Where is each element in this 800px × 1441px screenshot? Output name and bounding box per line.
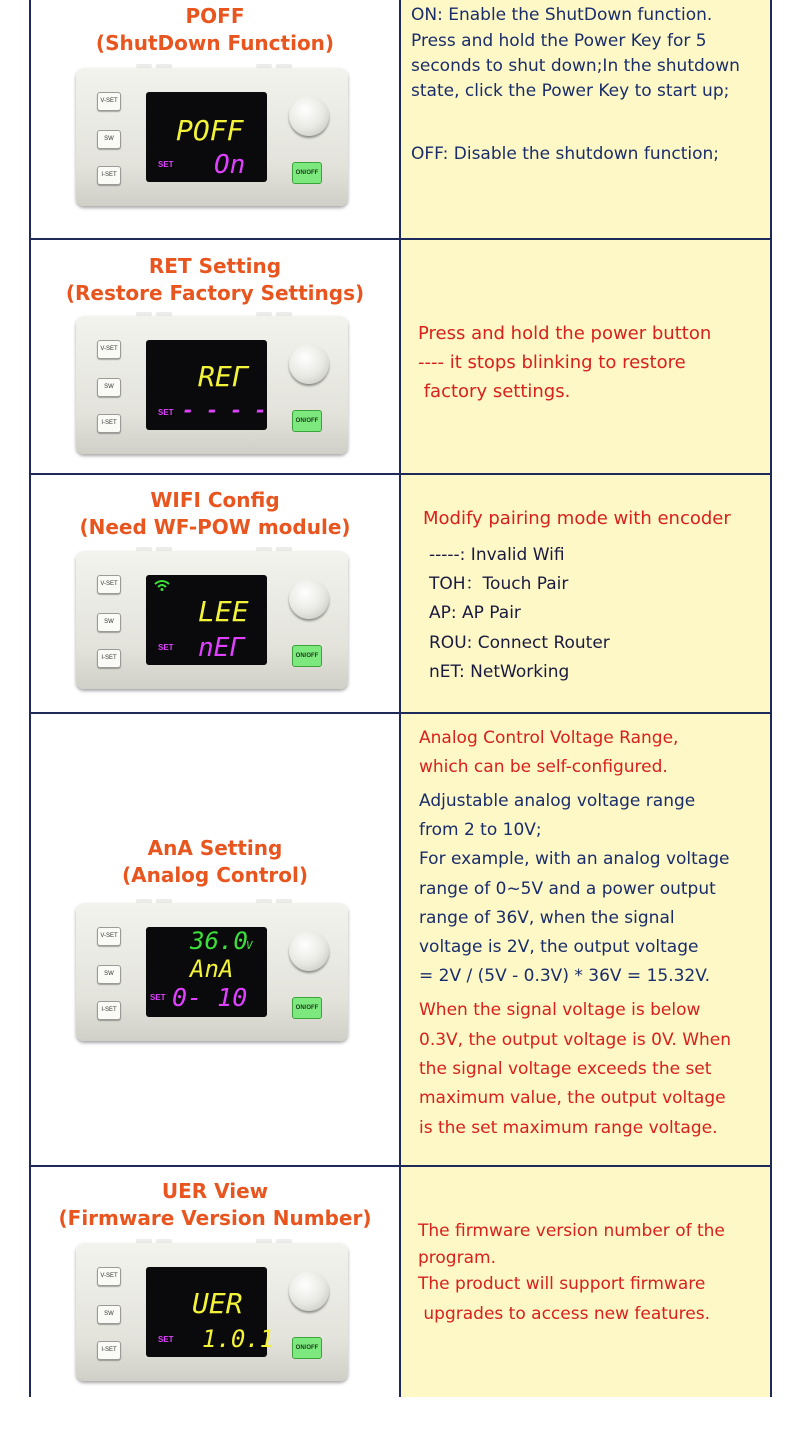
set-label: SET: [150, 993, 166, 1002]
screen-line-2: On: [214, 150, 246, 180]
description-line: OFF: Disable the shutdown function;: [411, 144, 720, 164]
set-label: SET: [158, 408, 174, 417]
row-poff-image-cell: [31, 0, 399, 238]
description-line: TOH：Touch Pair: [429, 574, 569, 594]
set-label: SET: [158, 1335, 174, 1344]
description-line: The firmware version number of the: [418, 1221, 725, 1241]
sw-button: SW: [97, 1305, 121, 1324]
v-set-button: V-SET: [97, 575, 121, 594]
row-ana-image-cell: [31, 714, 399, 1165]
screen-line-2: nEΓ: [198, 633, 245, 663]
set-label: SET: [158, 643, 174, 652]
screen-line-1: POFF: [176, 114, 244, 147]
device-screen: [146, 340, 267, 430]
row-subtitle: (ShutDown Function): [95, 31, 335, 55]
device-screen: [146, 1267, 275, 1357]
screen-line-2: - - - -: [182, 398, 267, 422]
screen-line-2: 0- 10: [172, 983, 248, 1012]
sw-button: SW: [97, 378, 121, 397]
v-set-button: V-SET: [97, 927, 121, 946]
i-set-button: I-SET: [97, 649, 121, 668]
description-line: ROU: Connect Router: [429, 633, 610, 653]
device-illustration: [76, 312, 348, 454]
description-line: AP: AP Pair: [429, 603, 521, 623]
screen-line-2: 1.0.1: [202, 1325, 275, 1353]
row-wifi-image-cell: [31, 475, 399, 712]
device-screen: [146, 575, 267, 665]
row-poff-text-cell: [399, 0, 770, 238]
encoder-knob: [289, 931, 329, 971]
on-off-button: ON/OFF: [292, 1337, 322, 1359]
i-set-button: I-SET: [97, 1001, 121, 1020]
sw-button: SW: [97, 130, 121, 149]
row-wifi: [31, 475, 770, 714]
description-line: nET: NetWorking: [429, 662, 570, 682]
row-title: WIFI Config: [150, 488, 280, 512]
description-line: which can be self-configured.: [419, 757, 668, 777]
encoder-knob: [289, 1271, 329, 1311]
device-screen: [146, 92, 267, 182]
description-line: For example, with an analog voltage: [419, 849, 730, 869]
row-ret-text-cell: [399, 240, 770, 473]
row-ana-text-cell: [399, 714, 770, 1165]
row-subtitle: (Need WF-POW module): [79, 515, 351, 539]
description-line: Analog Control Voltage Range,: [419, 728, 679, 748]
screen-line-0: 36.0: [190, 927, 248, 955]
row-ret: [31, 240, 770, 475]
description-line: = 2V / (5V - 0.3V) * 36V = 15.32V.: [419, 966, 711, 986]
description-line: -----: Invalid Wifi: [429, 545, 565, 565]
row-uer-text-cell: [399, 1167, 770, 1397]
description-line: ON: Enable the ShutDown function.: [411, 5, 713, 25]
row-ana: [31, 714, 770, 1167]
description-line: maximum value, the output voltage: [419, 1088, 726, 1108]
set-label: SET: [158, 160, 174, 169]
encoder-knob: [289, 96, 329, 136]
row-poff: [31, 0, 770, 240]
v-set-button: V-SET: [97, 1267, 121, 1286]
description-line: from 2 to 10V;: [419, 820, 542, 840]
description-heading: Modify pairing mode with encoder: [423, 508, 731, 529]
on-off-button: ON/OFF: [292, 410, 322, 432]
description-line: voltage is 2V, the output voltage: [419, 937, 699, 957]
screen-line-1: REΓ: [198, 360, 249, 393]
sw-button: SW: [97, 965, 121, 984]
description-line: When the signal voltage is below: [419, 1000, 701, 1020]
v-set-button: V-SET: [97, 340, 121, 359]
description-line: 0.3V, the output voltage is 0V. When: [419, 1030, 732, 1050]
row-subtitle: (Restore Factory Settings): [65, 281, 365, 305]
screen-line-1: UER: [192, 1287, 243, 1320]
i-set-button: I-SET: [97, 414, 121, 433]
row-uer-image-cell: [31, 1167, 399, 1397]
screen-unit: V: [246, 939, 253, 952]
screen-line-1: AnA: [190, 955, 234, 983]
description-line: seconds to shut down;In the shutdown: [411, 56, 740, 76]
description-line: factory settings.: [418, 381, 571, 402]
device-illustration: [76, 899, 348, 1041]
encoder-knob: [289, 579, 329, 619]
description-line: program.: [418, 1248, 496, 1268]
description-line: the signal voltage exceeds the set: [419, 1059, 712, 1079]
row-ret-image-cell: [31, 240, 399, 473]
description-line: ---- it stops blinking to restore: [418, 352, 686, 373]
description-line: is the set maximum range voltage.: [419, 1118, 718, 1138]
on-off-button: ON/OFF: [292, 645, 322, 667]
device-illustration: [76, 64, 348, 206]
row-wifi-text-cell: [399, 475, 770, 712]
sw-button: SW: [97, 613, 121, 632]
description-line: state, click the Power Key to start up;: [411, 81, 730, 101]
i-set-button: I-SET: [97, 1341, 121, 1360]
description-line: The product will support firmware: [418, 1274, 706, 1294]
device-illustration: [76, 547, 348, 689]
description-line: upgrades to access new features.: [418, 1304, 711, 1324]
encoder-knob: [289, 344, 329, 384]
i-set-button: I-SET: [97, 166, 121, 185]
row-subtitle: (Analog Control): [121, 863, 309, 887]
on-off-button: ON/OFF: [292, 997, 322, 1019]
description-line: Press and hold the power button: [418, 323, 712, 344]
screen-line-1: LEE: [198, 595, 249, 628]
row-subtitle: (Firmware Version Number): [58, 1206, 372, 1230]
device-screen: [146, 927, 267, 1017]
settings-table: [29, 0, 772, 1397]
description-line: range of 0~5V and a power output: [419, 879, 716, 899]
description-line: Press and hold the Power Key for 5: [411, 31, 707, 51]
row-title: AnA Setting: [147, 836, 283, 860]
row-title: RET Setting: [148, 254, 282, 278]
description-line: range of 36V, when the signal: [419, 908, 675, 928]
row-title: POFF: [185, 4, 245, 28]
device-illustration: [76, 1239, 348, 1381]
wifi-icon: [154, 579, 170, 591]
v-set-button: V-SET: [97, 92, 121, 111]
row-uer: [31, 1167, 770, 1397]
description-line: Adjustable analog voltage range: [419, 791, 696, 811]
on-off-button: ON/OFF: [292, 162, 322, 184]
row-title: UER View: [161, 1179, 269, 1203]
